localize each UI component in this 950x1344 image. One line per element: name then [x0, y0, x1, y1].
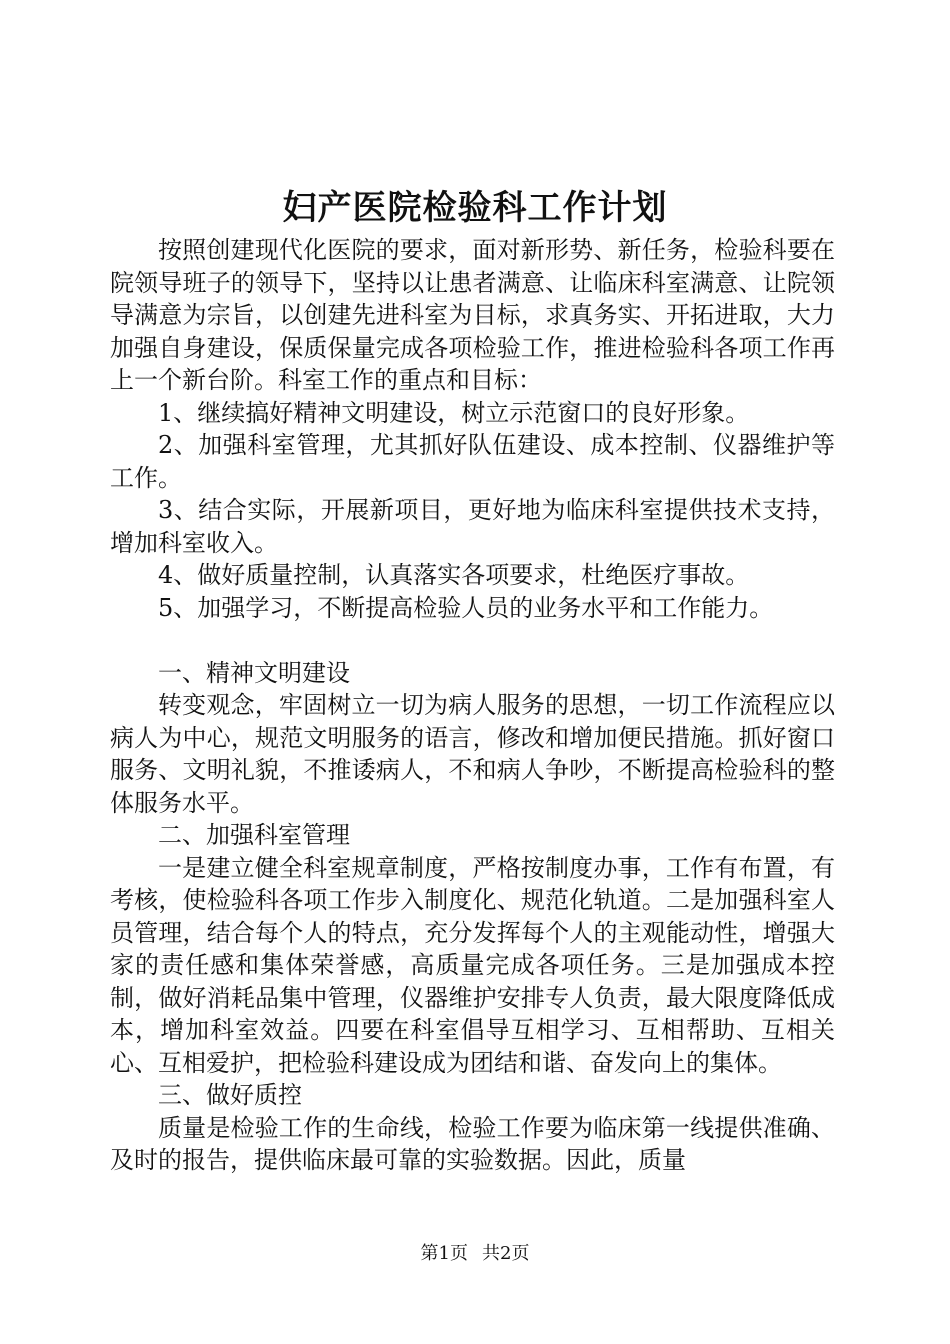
goal-item: 5、加强学习，不断提高检验人员的业务水平和工作能力。 — [158, 593, 774, 622]
section-heading: 三、做好质控 — [158, 1081, 302, 1109]
blank-line — [110, 624, 835, 657]
document-body — [110, 234, 835, 1177]
goal-item: 4、做好质量控制，认真落实各项要求，杜绝医疗事故。 — [158, 561, 750, 589]
section-paragraph: 一是建立健全科室规章制度，严格按制度办事，工作有布置，有考核，使检验科各项工作步入制度化、规范化轨道。二是加强科室人员管理，结合每个人的特点，充分发挥每个人的主观能动性，增强大家的责任感和集体荣誉感，高质量完成各项任务。三是加强成本控制，做好消耗品集中管理，仪器维护安排专人负责，最大限度降低成本，增加科室效益。四要在科室倡导互相学习、互相帮助、互相关心、互相爱护，把检验科建设成为团结和谐、奋发向上的集体。 — [110, 853, 835, 1077]
page-number: 第1页 — [420, 1243, 468, 1264]
page-footer — [0, 1242, 950, 1266]
goal-item: 2、加强科室管理，尤其抓好队伍建设、成本控制、仪器维护等工作。 — [110, 431, 835, 492]
goal-item: 3、结合实际，开展新项目，更好地为临床科室提供技术支持，增加科室收入。 — [110, 496, 835, 557]
section-heading: 一、精神文明建设 — [158, 658, 350, 687]
section-paragraph: 质量是检验工作的生命线，检验工作要为临床第一线提供准确、及时的报告，提供临床最可靠的实验数据。因此，质量 — [110, 1113, 835, 1174]
section-heading: 二、加强科室管理 — [158, 821, 350, 849]
document-title: 妇产医院检验科工作计划 — [282, 188, 668, 228]
intro-paragraph: 按照创建现代化医院的要求，面对新形势、新任务，检验科要在院领导班子的领导下，坚持以让患者满意、让临床科室满意、让院领导满意为宗旨，以创建先进科室为目标，求真务实、开拓进取，大力加强自身建设，保质保量完成各项检验工作，推进检验科各项工作再上一个新台阶。科室工作的重点和目标： — [110, 236, 835, 394]
goal-item: 1、继续搞好精神文明建设，树立示范窗口的良好形象。 — [158, 398, 750, 427]
section-paragraph: 转变观念，牢固树立一切为病人服务的思想，一切工作流程应以病人为中心，规范文明服务的语言，修改和增加便民措施。抓好窗口服务、文明礼貌，不推诿病人，不和病人争吵，不断提高检验科的整体服务水平。 — [110, 691, 835, 817]
page-total: 共2页 — [482, 1243, 530, 1264]
